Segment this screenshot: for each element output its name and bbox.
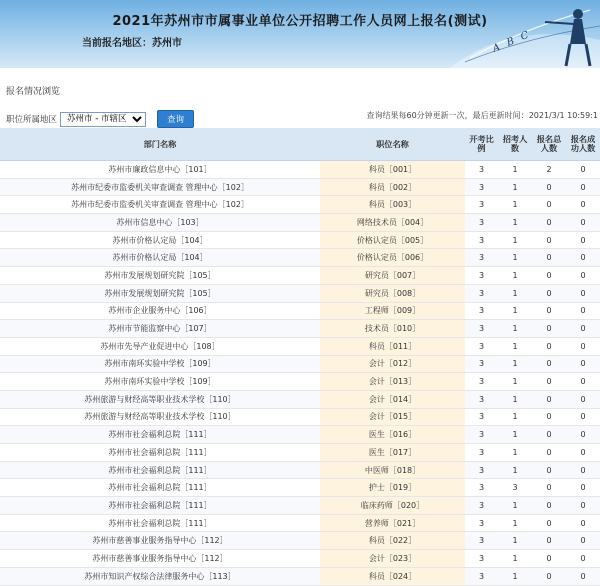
dept-cell: 苏州市价格认定局［104］ <box>0 231 320 249</box>
header-decoration-graphic <box>450 0 600 68</box>
successful-applicants-cell: 0 <box>566 461 600 479</box>
total-applicants-cell: 0 <box>532 390 566 408</box>
ratio-cell: 3 <box>465 550 498 568</box>
header-dept: 部门名称 <box>0 128 320 161</box>
table-row <box>0 302 600 320</box>
total-applicants-cell: 0 <box>532 337 566 355</box>
position-cell: 价格认定员［005］ <box>320 231 465 249</box>
successful-applicants-cell: 0 <box>566 373 600 391</box>
ratio-cell: 3 <box>465 497 498 515</box>
region-select[interactable] <box>60 112 146 127</box>
ratio-cell: 3 <box>465 320 498 338</box>
table-row <box>0 161 600 179</box>
dept-cell: 苏州市发展规划研究院［105］ <box>0 267 320 285</box>
region-filter <box>6 110 194 128</box>
successful-applicants-cell: 0 <box>566 408 600 426</box>
header-position: 职位名称 <box>320 128 465 161</box>
ratio-cell: 3 <box>465 444 498 462</box>
table-row <box>0 337 600 355</box>
successful-applicants-cell: 0 <box>566 444 600 462</box>
ratio-cell: 3 <box>465 408 498 426</box>
hire-count-cell: 1 <box>498 408 532 426</box>
position-cell: 科员［011］ <box>320 337 465 355</box>
total-applicants-cell: 0 <box>532 196 566 214</box>
position-cell: 医生［016］ <box>320 426 465 444</box>
refresh-time: 2021/3/1 10:59:1 <box>528 111 598 120</box>
table-row <box>0 196 600 214</box>
ratio-cell: 3 <box>465 567 498 585</box>
dept-cell: 苏州市社会福利总院［111］ <box>0 426 320 444</box>
table-row <box>0 567 600 585</box>
hire-count-cell: 1 <box>498 302 532 320</box>
dept-cell: 苏州市纪委市监委机关审查调查 管理中心［102］ <box>0 196 320 214</box>
region-value: 苏州市 <box>152 38 182 49</box>
total-applicants-cell: 0 <box>532 444 566 462</box>
hire-count-cell: 1 <box>498 532 532 550</box>
total-applicants-cell: 0 <box>532 320 566 338</box>
dept-cell: 苏州旅游与财经高等职业技术学校［110］ <box>0 390 320 408</box>
total-applicants-cell: 0 <box>532 497 566 515</box>
table-row <box>0 479 600 497</box>
dept-cell: 苏州市信息中心［103］ <box>0 214 320 232</box>
position-cell: 会计［014］ <box>320 390 465 408</box>
dept-cell: 苏州市社会福利总院［111］ <box>0 461 320 479</box>
hire-count-cell: 1 <box>498 373 532 391</box>
hire-count-cell: 1 <box>498 320 532 338</box>
table-row <box>0 532 600 550</box>
dept-cell: 苏州市节能监察中心［107］ <box>0 320 320 338</box>
table-row <box>0 178 600 196</box>
total-applicants-cell: 0 <box>532 249 566 267</box>
total-applicants-cell: 0 <box>532 178 566 196</box>
successful-applicants-cell: 0 <box>566 284 600 302</box>
ratio-cell: 3 <box>465 532 498 550</box>
position-cell: 网络技术员［004］ <box>320 214 465 232</box>
ratio-cell: 3 <box>465 267 498 285</box>
deco-letter-b: B <box>505 35 516 49</box>
position-cell: 研究员［007］ <box>320 267 465 285</box>
table-row <box>0 355 600 373</box>
refresh-note: 查询结果每60分钟更新一次，最后更新时间： <box>366 111 529 120</box>
total-applicants-cell: 0 <box>532 267 566 285</box>
position-cell: 会计［015］ <box>320 408 465 426</box>
table-row <box>0 320 600 338</box>
region-label: 当前报名地区： <box>82 38 152 49</box>
position-cell: 会计［023］ <box>320 550 465 568</box>
total-applicants-cell: 0 <box>532 373 566 391</box>
position-cell: 科员［024］ <box>320 567 465 585</box>
successful-applicants-cell: 0 <box>566 497 600 515</box>
hire-count-cell: 1 <box>498 249 532 267</box>
ratio-cell: 3 <box>465 214 498 232</box>
table-header-row <box>0 128 600 161</box>
successful-applicants-cell: 0 <box>566 479 600 497</box>
dept-cell: 苏州市社会福利总院［111］ <box>0 497 320 515</box>
registration-table <box>0 128 600 586</box>
table-row <box>0 426 600 444</box>
position-cell: 科员［002］ <box>320 178 465 196</box>
ratio-cell: 3 <box>465 161 498 179</box>
filter-label: 职位所属地区 <box>6 115 58 125</box>
dept-cell: 苏州市社会福利总院［111］ <box>0 514 320 532</box>
dept-cell: 苏州市纪委市监委机关审查调查 管理中心［102］ <box>0 178 320 196</box>
table-row <box>0 461 600 479</box>
page-title: 2021年苏州市市属事业单位公开招聘工作人员网上报名(测试) <box>112 14 488 29</box>
position-cell: 会计［012］ <box>320 355 465 373</box>
table-row <box>0 514 600 532</box>
dept-cell: 苏州市慈善事业服务指导中心［112］ <box>0 532 320 550</box>
ratio-cell: 3 <box>465 302 498 320</box>
ratio-cell: 3 <box>465 426 498 444</box>
dept-cell: 苏州市廉政信息中心［101］ <box>0 161 320 179</box>
table-row <box>0 444 600 462</box>
header-successful-applicants: 报名成功人数 <box>566 128 600 161</box>
hire-count-cell: 1 <box>498 390 532 408</box>
ratio-cell: 3 <box>465 284 498 302</box>
successful-applicants-cell: 0 <box>566 514 600 532</box>
table-row <box>0 373 600 391</box>
total-applicants-cell: 2 <box>532 161 566 179</box>
hire-count-cell: 1 <box>498 550 532 568</box>
position-cell: 研究员［008］ <box>320 284 465 302</box>
table-row <box>0 249 600 267</box>
hire-count-cell: 1 <box>498 497 532 515</box>
successful-applicants-cell: 0 <box>566 355 600 373</box>
section-title: 报名情况浏览 <box>6 87 61 97</box>
successful-applicants-cell: 0 <box>566 196 600 214</box>
successful-applicants-cell: 0 <box>566 532 600 550</box>
position-cell: 中医师［018］ <box>320 461 465 479</box>
successful-applicants-cell: 0 <box>566 161 600 179</box>
hire-count-cell: 1 <box>498 355 532 373</box>
dept-cell: 苏州市南环实验中学校［109］ <box>0 373 320 391</box>
total-applicants-cell: 0 <box>532 214 566 232</box>
table-row <box>0 267 600 285</box>
position-cell: 技术员［010］ <box>320 320 465 338</box>
ratio-cell: 3 <box>465 355 498 373</box>
total-applicants-cell: 0 <box>532 532 566 550</box>
ratio-cell: 3 <box>465 178 498 196</box>
hire-count-cell: 1 <box>498 514 532 532</box>
deco-letter-a: A <box>491 42 502 55</box>
total-applicants-cell: 0 <box>532 461 566 479</box>
hire-count-cell: 1 <box>498 231 532 249</box>
position-cell: 科员［003］ <box>320 196 465 214</box>
dept-cell: 苏州市价格认定局［104］ <box>0 249 320 267</box>
hire-count-cell: 1 <box>498 161 532 179</box>
hire-count-cell: 1 <box>498 444 532 462</box>
position-cell: 营养师［021］ <box>320 514 465 532</box>
table-row <box>0 214 600 232</box>
hire-count-cell: 1 <box>498 284 532 302</box>
total-applicants-cell: 0 <box>532 550 566 568</box>
ratio-cell: 3 <box>465 514 498 532</box>
ratio-cell: 3 <box>465 231 498 249</box>
refresh-info <box>367 110 599 121</box>
position-cell: 临床药师［020］ <box>320 497 465 515</box>
hire-count-cell: 1 <box>498 426 532 444</box>
table-row <box>0 284 600 302</box>
successful-applicants-cell: 0 <box>566 267 600 285</box>
successful-applicants-cell: 0 <box>566 249 600 267</box>
hire-count-cell: 1 <box>498 196 532 214</box>
total-applicants-cell: 0 <box>532 567 566 585</box>
total-applicants-cell: 0 <box>532 426 566 444</box>
header-ratio: 开考比例 <box>465 128 498 161</box>
total-applicants-cell: 0 <box>532 302 566 320</box>
dept-cell: 苏州市社会福利总院［111］ <box>0 444 320 462</box>
hire-count-cell: 1 <box>498 337 532 355</box>
total-applicants-cell: 0 <box>532 231 566 249</box>
ratio-cell: 3 <box>465 479 498 497</box>
hire-count-cell: 1 <box>498 178 532 196</box>
successful-applicants-cell: 0 <box>566 337 600 355</box>
total-applicants-cell: 0 <box>532 514 566 532</box>
header-total-applicants: 报名总人数 <box>532 128 566 161</box>
deco-letter-c: C <box>519 29 531 43</box>
successful-applicants-cell: 0 <box>566 567 600 585</box>
dept-cell: 苏州市先导产业促进中心［108］ <box>0 337 320 355</box>
table-row <box>0 231 600 249</box>
dept-cell: 苏州市企业服务中心［106］ <box>0 302 320 320</box>
table-row <box>0 497 600 515</box>
successful-applicants-cell: 0 <box>566 214 600 232</box>
dept-cell: 苏州市发展规划研究院［105］ <box>0 284 320 302</box>
query-button[interactable]: 查询 <box>157 110 194 128</box>
ratio-cell: 3 <box>465 390 498 408</box>
position-cell: 价格认定员［006］ <box>320 249 465 267</box>
header-hire-count: 招考人数 <box>498 128 532 161</box>
successful-applicants-cell: 0 <box>566 231 600 249</box>
hire-count-cell: 1 <box>498 214 532 232</box>
current-region <box>82 34 182 49</box>
ratio-cell: 3 <box>465 337 498 355</box>
dept-cell: 苏州市南环实验中学校［109］ <box>0 355 320 373</box>
table-row <box>0 390 600 408</box>
hire-count-cell: 3 <box>498 479 532 497</box>
successful-applicants-cell: 0 <box>566 426 600 444</box>
dept-cell: 苏州市慈善事业服务指导中心［112］ <box>0 550 320 568</box>
total-applicants-cell: 0 <box>532 355 566 373</box>
position-cell: 工程师［009］ <box>320 302 465 320</box>
successful-applicants-cell: 0 <box>566 550 600 568</box>
successful-applicants-cell: 0 <box>566 390 600 408</box>
table-row <box>0 408 600 426</box>
hire-count-cell: 1 <box>498 461 532 479</box>
position-cell: 科员［001］ <box>320 161 465 179</box>
ratio-cell: 3 <box>465 461 498 479</box>
dept-cell: 苏州旅游与财经高等职业技术学校［110］ <box>0 408 320 426</box>
total-applicants-cell: 0 <box>532 408 566 426</box>
successful-applicants-cell: 0 <box>566 302 600 320</box>
position-cell: 科员［022］ <box>320 532 465 550</box>
page-header <box>0 0 600 68</box>
position-cell: 护士［019］ <box>320 479 465 497</box>
successful-applicants-cell: 0 <box>566 320 600 338</box>
position-cell: 医生［017］ <box>320 444 465 462</box>
dept-cell: 苏州市社会福利总院［111］ <box>0 479 320 497</box>
hire-count-cell: 1 <box>498 567 532 585</box>
position-cell: 会计［013］ <box>320 373 465 391</box>
dept-cell: 苏州市知识产权综合法律服务中心［113］ <box>0 567 320 585</box>
ratio-cell: 3 <box>465 196 498 214</box>
table-row <box>0 550 600 568</box>
hire-count-cell: 1 <box>498 267 532 285</box>
ratio-cell: 3 <box>465 249 498 267</box>
successful-applicants-cell: 0 <box>566 178 600 196</box>
ratio-cell: 3 <box>465 373 498 391</box>
registration-table-container <box>0 128 600 581</box>
total-applicants-cell: 0 <box>532 284 566 302</box>
total-applicants-cell: 0 <box>532 479 566 497</box>
